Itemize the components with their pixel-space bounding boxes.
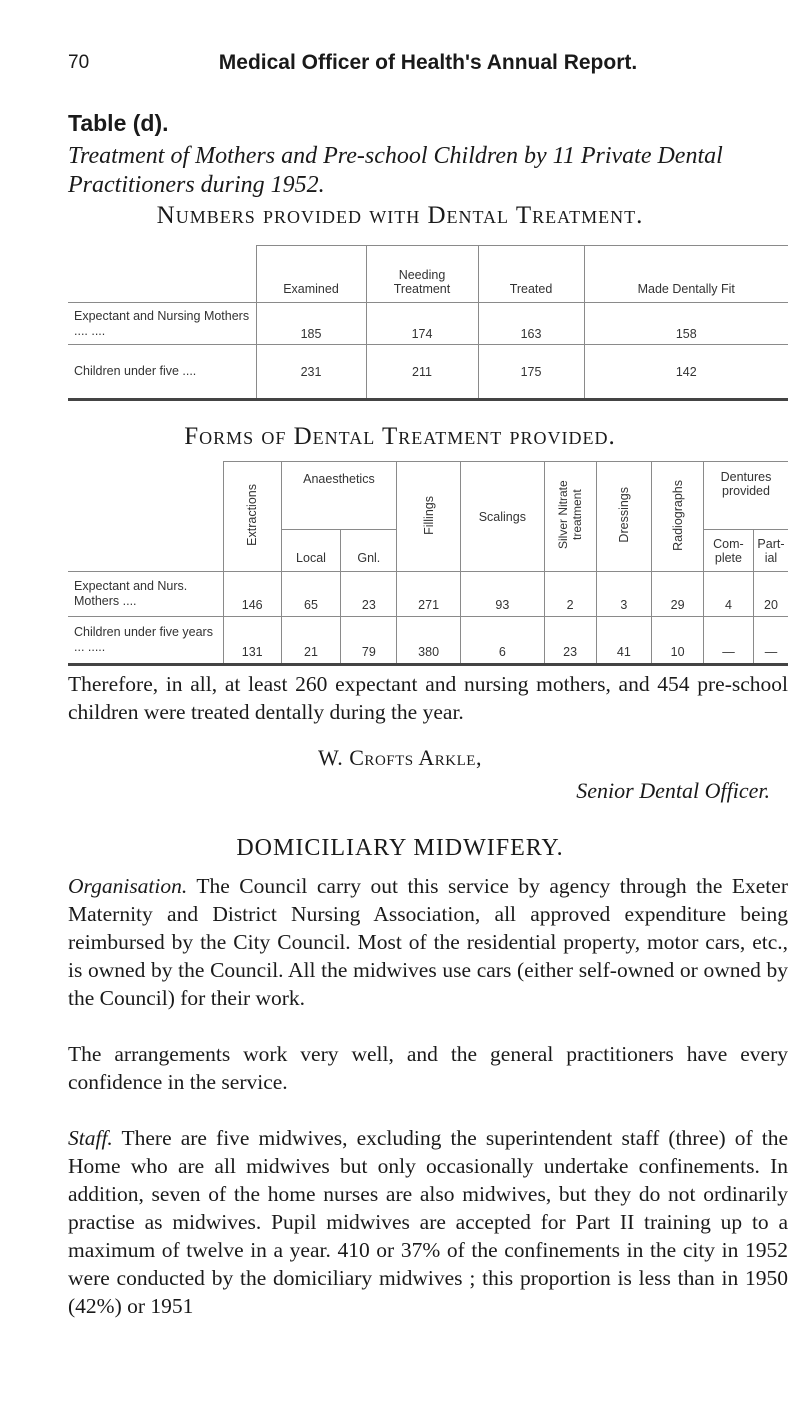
- signature-name: W. Crofts Arkle,: [318, 745, 482, 770]
- cell-value: 146: [223, 572, 281, 617]
- col-scalings: Scalings: [460, 462, 544, 572]
- cell-value: 231: [256, 345, 366, 400]
- col-partial-label: Part- ial: [757, 536, 785, 565]
- cell-value: 271: [397, 572, 461, 617]
- table-row: [68, 617, 788, 665]
- row-label: Expectant and Nurs. Mothers ....: [68, 572, 223, 617]
- organisation-text: The Council carry out this service by agency through the Exeter Maternity and District Nursing Association, all approved expenditure being reimbursed by the City Council. Most of the residential property, motor cars, etc., is owned by the Council. All the midwives use cars (either self-owned or owned by the Council) for their work.: [68, 874, 788, 1010]
- col-partial: [753, 530, 788, 572]
- forms-table: [68, 461, 788, 666]
- col-made-dentally-fit: [584, 246, 788, 303]
- cell-value: 175: [478, 345, 584, 400]
- domiciliary-heading: DOMICILIARY MIDWIFERY.: [236, 835, 564, 861]
- page-number: 70: [68, 52, 90, 73]
- cell-value: 93: [460, 572, 544, 617]
- arrangements-paragraph: The arrangements work very well, and the general practitioners have every confidence in the service.: [68, 1042, 788, 1094]
- forms-section-heading: Forms of Dental Treatment provided.: [184, 423, 616, 450]
- col-fillings-label: Fillings: [421, 495, 436, 535]
- cell-value: 185: [256, 303, 366, 345]
- col-extractions-label: Extractions: [245, 484, 260, 546]
- row-label: Expectant and Nursing Mothers .... ....: [68, 303, 256, 345]
- staff-paragraph: [68, 1124, 788, 1320]
- cell-value: 21: [281, 617, 341, 665]
- numbers-table: [68, 245, 788, 401]
- col-anaesthetics: Anaesthetics: [281, 462, 397, 530]
- page-header: [68, 52, 788, 78]
- numbers-section-heading: Numbers provided with Dental Treatment.: [156, 202, 644, 229]
- organisation-paragraph: [68, 872, 788, 1012]
- cell-value: 29: [652, 572, 704, 617]
- cell-value: —: [753, 617, 788, 665]
- row-label: Children under five ....: [68, 345, 256, 400]
- numbers-corner-cell: [68, 246, 256, 303]
- cell-value: 23: [341, 572, 397, 617]
- summary-paragraph: Therefore, in all, at least 260 expectant and nursing mothers, and 454 pre-school children were treated dentally during the year.: [68, 672, 788, 724]
- staff-text: There are five midwives, excluding the superintendent staff (three) of the Home who are all midwives but only occasionally undertake confinements. In addition, seven of the home nurses are also midwives, but they do not ordinarily practise as midwives. Pupil midwives are accepted for Part II training up to a maximum of twelve in a year. 410 or 37% of the confinements in the city in 1952 were conducted by the domiciliary midwives ; this proportion is less than in 1950 (42%) or 1951: [68, 1126, 788, 1318]
- cell-value: —: [703, 617, 753, 665]
- col-needing-treatment: [366, 246, 478, 303]
- cell-value: 380: [397, 617, 461, 665]
- table-row: [68, 303, 788, 345]
- cell-value: 79: [341, 617, 397, 665]
- col-needing-treatment-label: Needing Treatment: [393, 268, 451, 296]
- col-local: Local: [281, 530, 341, 572]
- cell-value: 3: [596, 572, 652, 617]
- cell-value: 41: [596, 617, 652, 665]
- col-examined: Examined: [256, 246, 366, 303]
- signature-title: Senior Dental Officer.: [576, 778, 770, 803]
- table-label: Table (d).: [68, 110, 169, 136]
- col-radiographs-label: Radiographs: [670, 479, 685, 551]
- cell-value: 211: [366, 345, 478, 400]
- col-dressings-label: Dressings: [616, 487, 631, 543]
- staff-lead: Staff.: [68, 1126, 113, 1150]
- cell-value: 6: [460, 617, 544, 665]
- row-label: Children under five years ... .....: [68, 617, 223, 665]
- col-treated: Treated: [478, 246, 584, 303]
- numbers-header-row: [68, 246, 788, 303]
- cell-value: 2: [544, 572, 596, 617]
- table-caption: Treatment of Mothers and Pre-school Children by 11 Private Dental Practitioners during 1952.: [68, 143, 723, 198]
- col-dentures-label: Dentures provided: [720, 470, 772, 498]
- col-gnl: Gnl.: [341, 530, 397, 572]
- cell-value: 142: [584, 345, 788, 400]
- col-dentures: [703, 462, 788, 530]
- col-silver-nitrate-label: Silver Nitrate treatment: [556, 480, 585, 550]
- table-row: [68, 345, 788, 400]
- cell-value: 4: [703, 572, 753, 617]
- col-complete: [703, 530, 753, 572]
- cell-value: 23: [544, 617, 596, 665]
- col-dressings: [596, 462, 652, 572]
- col-complete-label: Com- plete: [713, 536, 744, 565]
- col-fillings: [397, 462, 461, 572]
- organisation-lead: Organisation.: [68, 874, 188, 898]
- cell-value: 20: [753, 572, 788, 617]
- col-silver-nitrate: [544, 462, 596, 572]
- cell-value: 131: [223, 617, 281, 665]
- running-head: Medical Officer of Health's Annual Report.: [218, 51, 638, 74]
- col-radiographs: [652, 462, 704, 572]
- cell-value: 158: [584, 303, 788, 345]
- forms-corner-cell: [68, 462, 223, 572]
- table-row: [68, 572, 788, 617]
- cell-value: 10: [652, 617, 704, 665]
- cell-value: 174: [366, 303, 478, 345]
- cell-value: 65: [281, 572, 341, 617]
- cell-value: 163: [478, 303, 584, 345]
- col-extractions: [223, 462, 281, 572]
- col-made-dentally-fit-label: Made Dentally Fit: [637, 282, 735, 296]
- forms-header-row: [68, 462, 788, 530]
